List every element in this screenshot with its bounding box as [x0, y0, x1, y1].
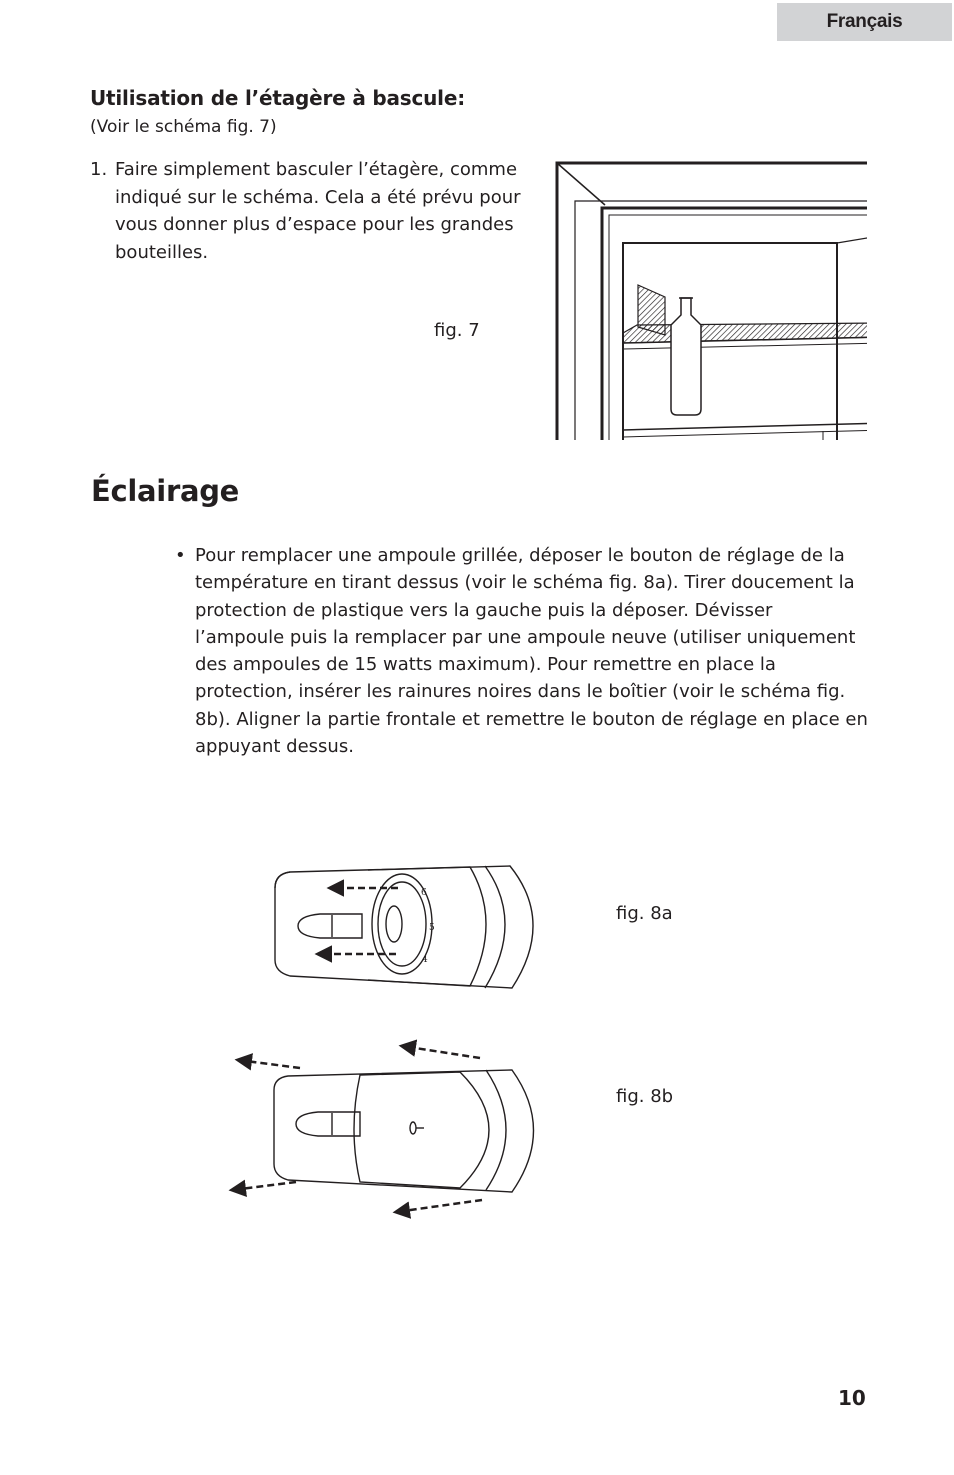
shelf-figure-reference: (Voir le schéma fig. 7) [90, 117, 277, 137]
fig-8a-label: fig. 8a [616, 903, 673, 924]
page-number: 10 [838, 1386, 866, 1410]
language-tab: Français [777, 3, 952, 41]
fig-8a-illustration [270, 860, 550, 995]
fig-8b-label: fig. 8b [616, 1086, 674, 1107]
dial-number-6: 6 [421, 888, 427, 898]
bullet-marker: • [175, 545, 186, 566]
lighting-bullet [175, 542, 875, 760]
bullet-paragraph-1: Pour remplacer une ampoule grillée, déposer le bouton de réglage de la température en tirant dessus (voir le schéma fig. 8a). Tirer doucement la protection de plastique vers la gauche puis la déposer. Dévisser [195, 545, 855, 621]
dial-number-4: 4 [422, 955, 428, 965]
bullet-paragraph-2: l’ampoule puis la remplacer par une ampoule neuve (utiliser uniquement des ampoules de 15 watts maximum). Pour remettre en place la protection, insérer les rainures noires dans le boîtier (voir le schéma fig. 8b). Aligner la partie frontale et remettre le bouton de réglage en place en appuyant dessus. [195, 626, 868, 758]
step-number: 1. [90, 159, 108, 180]
fig-8b-illustration [230, 1040, 550, 1220]
lighting-title: Éclairage [91, 474, 240, 508]
shelf-heading: Utilisation de l’étagère à bascule: [90, 86, 466, 110]
fig-7-label: fig. 7 [434, 320, 480, 341]
fig-7-illustration [545, 155, 875, 445]
dial-number-5: 5 [429, 923, 435, 933]
step-text: Faire simplement basculer l’étagère, comme indiqué sur le schéma. Cela a été prévu pour vous donner plus d’espace pour les grandes bouteilles. [115, 159, 521, 263]
shelf-step-1 [90, 156, 550, 266]
bullet-text [195, 542, 875, 760]
